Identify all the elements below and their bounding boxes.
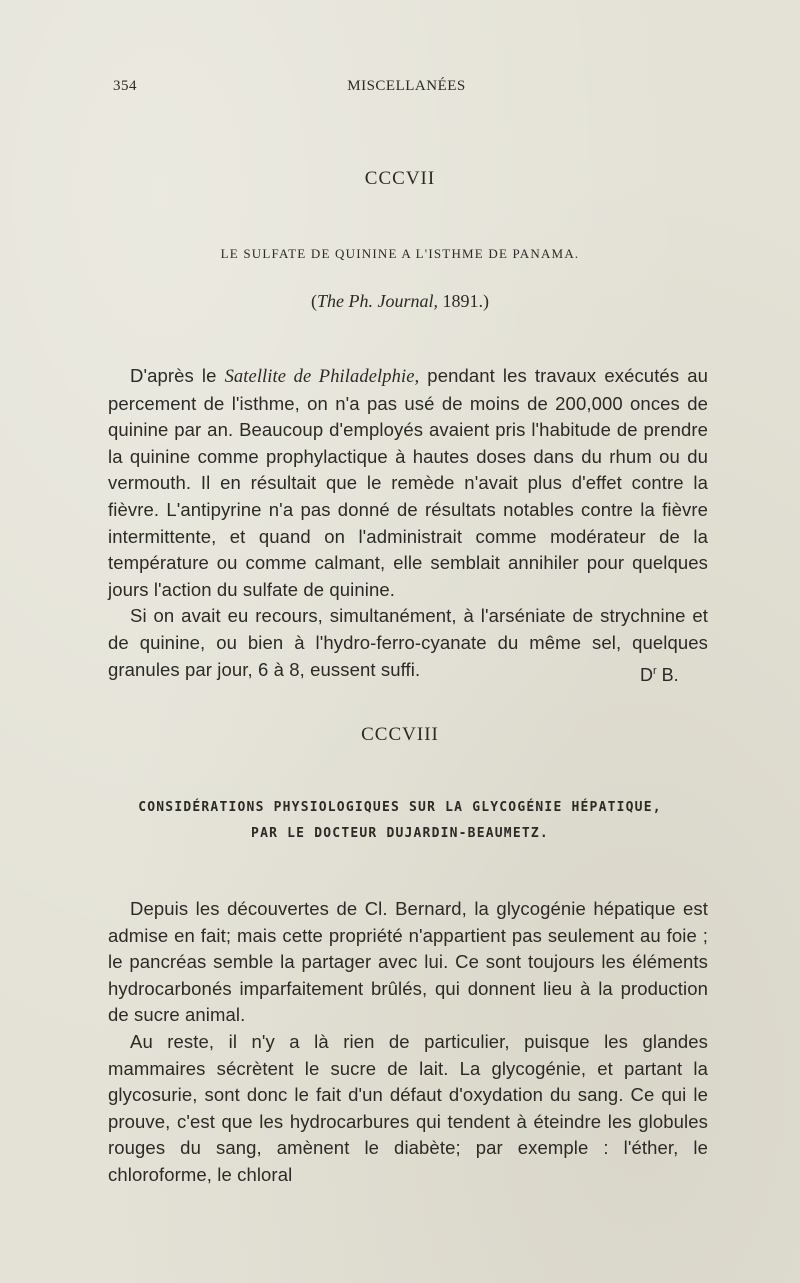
p1-lead: D'après le (130, 365, 225, 386)
signature-name: B. (656, 665, 679, 685)
article2-number: CCCVIII (361, 724, 439, 745)
running-head (113, 78, 700, 98)
article2-title-line1: CONSIDÉRATIONS PHYSIOLOGIQUES SUR LA GLYCOGÉNIE HÉPATIQUE, (138, 800, 662, 815)
page-number: 354 (113, 78, 137, 94)
article1-number: CCCVII (364, 168, 436, 189)
source-year: 1891. (442, 291, 483, 311)
signature-sup: r (653, 665, 657, 677)
article2-title-line2: PAR LE DOCTEUR DUJARDIN-BEAUMETZ. (251, 826, 549, 841)
article2-paragraph-2: Au reste, il n'y a là rien de particulier, puisque les glandes mammaires sécrètent le sucre de lait. La glycogénie, et partant la glycosurie, sont donc le fait d'un défaut d'oxydation du sang. Ce qui le prouve, c'est que les hydrocarbures qui tendent à éteindre les globules rouges du sang, amènent le diabète; par exemple : l'éther, le chloroforme, le chloral (108, 1030, 708, 1185)
signature-prefix: D (640, 665, 653, 685)
signature (640, 665, 679, 686)
p1-rest: pendant les travaux exécutés au percement de l'isthme, on n'a pas usé de moins de 200,000 onces de quinine par an. Beaucoup d'employés avaient pris l'habitude de prendre la quinine comme prophylactique à hautes doses dans du rhum ou du vermouth. Il en résultait que le remède n'avait plus d'effet contre la fièvre. L'antipyrine n'a pas donné de résultats notables contre la fièvre intermittente, et quand on l'administrait comme modérateur de la température ou comme calmant, elle semblait annihiler pour quelques jours l'action du sulfate de quinine. (108, 365, 708, 600)
article1-body (108, 363, 708, 683)
article1-title: LE SULFATE DE QUININE A L'ISTHME DE PANAMA. (220, 246, 580, 261)
article1-paragraph-2: Si on avait eu recours, simultanément, à l'arséniate de strychnine et de quinine, ou bien à l'hydro-ferro-cyanate du même sel, quelques granules par jour, 6 à 8, eussent suffi. (108, 605, 708, 680)
article1-paragraph-1 (108, 363, 708, 603)
article2-paragraph-1: Depuis les découvertes de Cl. Bernard, la glycogénie hépatique est admise en fait; mais cette propriété n'appartient pas seulement au foie ; le pancréas semble la partager avec lui. Ce sont toujours les éléments hydrocarbonés imparfaitement brûlés, qui donnent lieu à la production de sucre animal. (108, 898, 708, 1026)
p1-italic-title: Satellite de Philadelphie, (224, 367, 420, 387)
article2-body (108, 896, 708, 1189)
source-journal: The Ph. Journal, (317, 291, 438, 311)
article1-source: (The Ph. Journal, 1891.) (311, 291, 489, 311)
running-title: MISCELLANÉES (347, 78, 466, 94)
